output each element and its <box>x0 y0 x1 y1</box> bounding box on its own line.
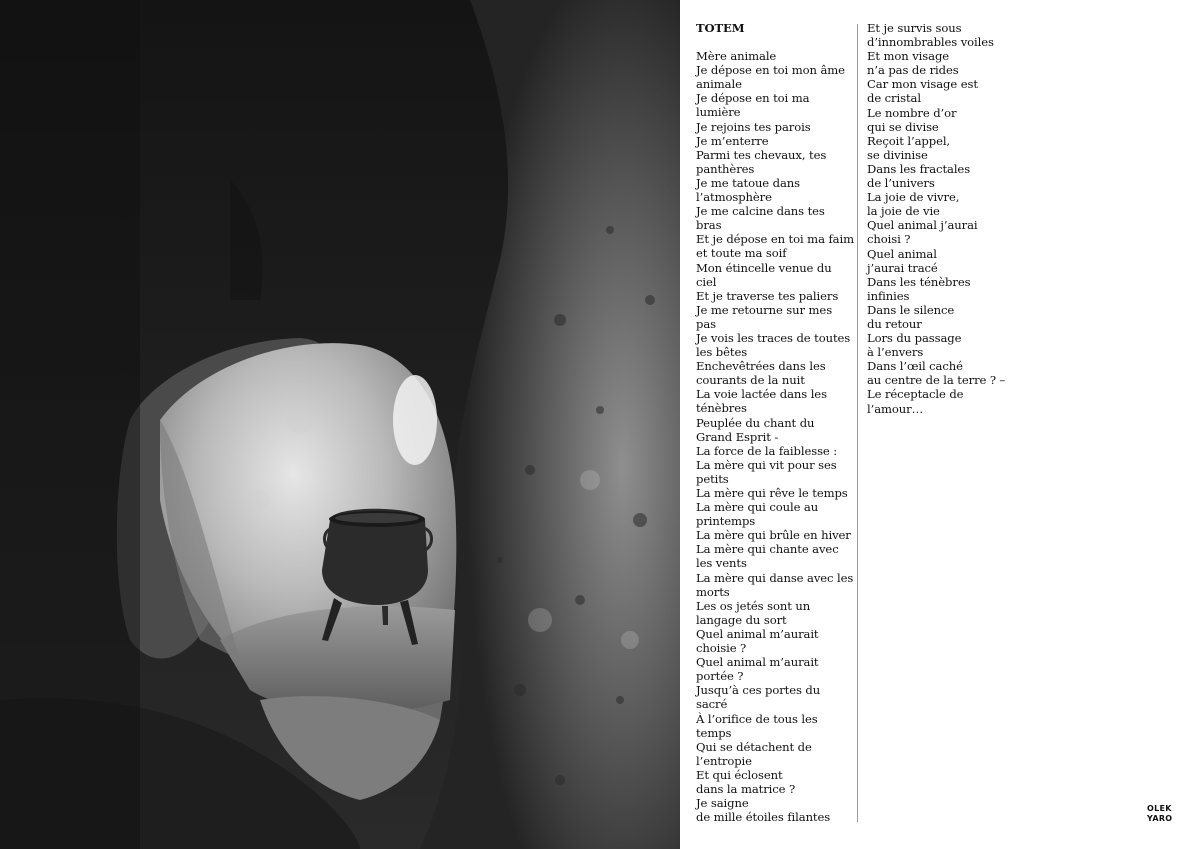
poem-line: À l’orifice de tous les <box>696 711 818 726</box>
poem-line: qui se divise <box>867 119 939 134</box>
poem-line: Le nombre d’or <box>867 105 957 120</box>
poem-line: Dans l’œil caché <box>867 359 963 374</box>
poem-line: printemps <box>696 514 756 529</box>
poem-line: Quel animal j’aurai <box>867 218 978 233</box>
poem-line: Et qui éclosent <box>696 767 783 782</box>
poem-line: l’atmosphère <box>696 190 772 205</box>
poem-line: Quel animal <box>867 246 937 261</box>
poem-line: lumière <box>696 105 741 120</box>
poem-line: à l’envers <box>867 345 924 360</box>
poem-line: La joie de vivre, <box>867 190 960 205</box>
poem-line: La mère qui danse avec les <box>696 570 854 585</box>
poem-line: Jusqu’à ces portes du <box>696 683 821 698</box>
poem-line: temps <box>696 725 732 740</box>
poem-line: n’a pas de rides <box>867 63 959 78</box>
poem-line: animale <box>696 77 742 92</box>
poem-line: l’amour… <box>867 401 924 416</box>
poem-line: La mère qui vit pour ses <box>696 457 837 472</box>
poem-line: Quel animal m’aurait <box>696 655 819 670</box>
poem-line: se divinise <box>867 147 928 162</box>
signature-line: YARO <box>1147 813 1173 823</box>
poem-line: La mère qui rêve le temps <box>696 486 848 500</box>
poem-column-2 <box>867 21 1037 416</box>
poem-line: Parmi tes chevaux, tes <box>696 147 827 162</box>
poem-title: TOTEM <box>696 21 745 35</box>
poem-line: Et je survis sous <box>867 21 962 35</box>
poem-line: portée ? <box>696 669 744 684</box>
poem-line: Dans les ténèbres <box>867 274 971 289</box>
poem-line: ciel <box>696 274 717 289</box>
poem-line: Le réceptacle de <box>867 387 964 402</box>
poem-line: Dans les fractales <box>867 161 971 176</box>
poem-line: Je vois les traces de toutes <box>696 330 851 345</box>
poem-line: Enchevêtrées dans les <box>696 359 826 374</box>
poem-line: Je dépose en toi ma <box>696 91 810 106</box>
poem-lines-column-1 <box>696 49 858 824</box>
poem-line: de l’univers <box>867 176 935 191</box>
poem-line: Lors du passage <box>867 331 962 346</box>
poem-line: pas <box>696 316 716 331</box>
poem-line: de cristal <box>867 91 921 106</box>
poem-line: Et mon visage <box>867 49 950 64</box>
poem-line: Quel animal m’aurait <box>696 626 819 641</box>
poem-line: ténèbres <box>696 401 747 416</box>
poem-line: et toute ma soif <box>696 246 787 261</box>
poem-line: La voie lactée dans les <box>696 387 827 402</box>
poem-line: panthères <box>696 161 755 176</box>
poem-lines-column-2 <box>867 21 1037 416</box>
poem-line: du retour <box>867 316 922 331</box>
poem-line: infinies <box>867 288 910 303</box>
poem-line: Je dépose en toi mon âme <box>696 63 845 78</box>
poem-line: d’innombrables voiles <box>867 35 994 50</box>
poem-line: Qui se détachent de <box>696 739 812 754</box>
poem-line: langage du sort <box>696 612 787 627</box>
poem-line: petits <box>696 471 729 486</box>
poem-line: choisie ? <box>696 641 747 656</box>
poem-line: les bêtes <box>696 345 748 360</box>
poem-line: sacré <box>696 697 728 712</box>
poem-line: La force de la faiblesse : <box>696 443 838 458</box>
poem-line: Grand Esprit - <box>696 429 779 444</box>
poem-line: Et je traverse tes paliers <box>696 288 839 303</box>
poem-line: Je me calcine dans tes <box>696 204 825 219</box>
poem-line: Dans le silence <box>867 302 955 317</box>
poem-line: Mon étincelle venue du <box>696 260 832 275</box>
poem-line: au centre de la terre ? – <box>867 373 1006 388</box>
poem-line: Peuplée du chant du <box>696 415 815 430</box>
poem-line: Mère animale <box>696 49 777 64</box>
poem-line: Je m’enterre <box>696 133 769 148</box>
poem-line: La mère qui brûle en hiver <box>696 528 851 543</box>
poem-line: j’aurai tracé <box>867 260 938 275</box>
poem-line: Reçoit l’appel, <box>867 133 951 148</box>
poem-line: Je rejoins tes parois <box>696 119 811 134</box>
poem-column-1 <box>696 21 858 824</box>
poem-line: Je saigne <box>696 796 749 811</box>
poem-line: Je me retourne sur mes <box>696 302 833 317</box>
poem-line: morts <box>696 584 730 599</box>
poem-line: Je me tatoue dans <box>696 175 801 190</box>
poem-line: La mère qui coule au <box>696 500 819 515</box>
poem-line: Et je dépose en toi ma faim <box>696 232 854 247</box>
poem-line: Les os jetés sont un <box>696 598 811 613</box>
poem-line: de mille étoiles filantes <box>696 810 831 825</box>
poem-line: dans la matrice ? <box>696 781 796 796</box>
poem-line: Car mon visage est <box>867 77 978 92</box>
poem-line: les vents <box>696 556 747 571</box>
author-signature <box>1147 804 1172 823</box>
poem-line: La mère qui chante avec <box>696 542 839 557</box>
poem-line: la joie de vie <box>867 204 940 219</box>
signature-line: OLEK <box>1147 804 1172 813</box>
poem-line: choisi ? <box>867 232 911 247</box>
poem-line: courants de la nuit <box>696 373 805 388</box>
poem-line: l’entropie <box>696 753 752 768</box>
column-divider <box>857 24 858 822</box>
poem-line: bras <box>696 218 722 233</box>
